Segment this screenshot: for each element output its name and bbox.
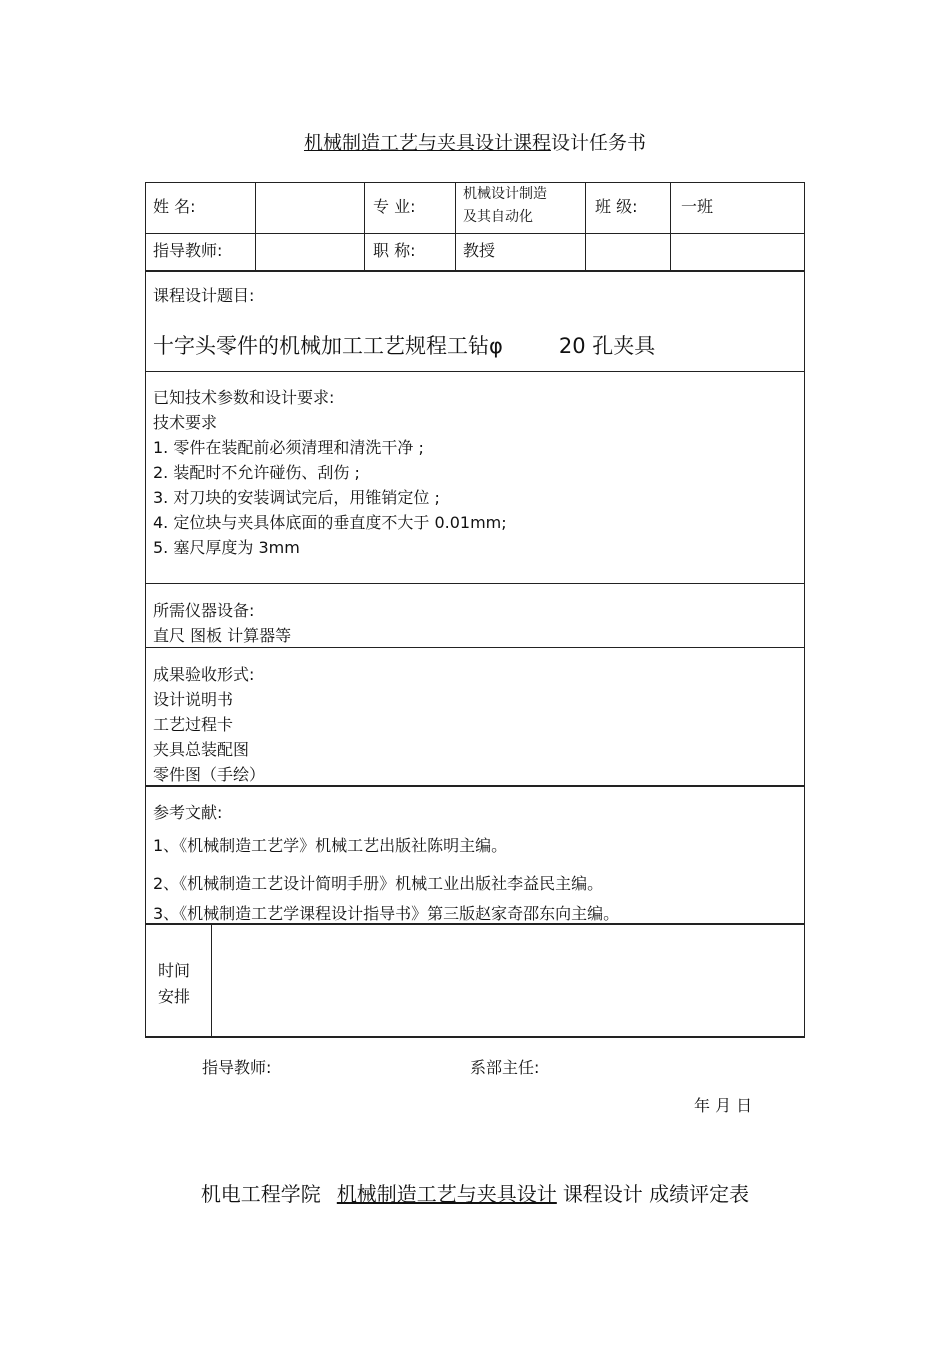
table-hline xyxy=(145,270,805,272)
table-hline xyxy=(145,371,805,372)
class-label: 班 级: xyxy=(595,197,638,216)
requirement-item: 2. 装配时不允许碰伤、刮伤 ; xyxy=(153,463,360,482)
table-vline xyxy=(585,182,586,271)
deliverables-section xyxy=(153,662,265,787)
table-border-right xyxy=(804,182,805,1038)
advisor-signature-label: 指导教师: xyxy=(202,1058,272,1077)
reference-item: 3、《机械制造工艺学课程设计指导书》第三版赵家奇邵东向主编。 xyxy=(153,904,620,923)
requirement-item: 4. 定位块与夹具体底面的垂直度不大于 0.01mm; xyxy=(153,513,507,532)
course-name: 机械制造工艺与夹具设计 xyxy=(336,1182,557,1206)
equipment-text: 直尺 图板 计算器等 xyxy=(153,626,292,645)
table-vline xyxy=(211,924,212,1037)
equipment-section xyxy=(153,598,291,648)
title-underlined: 机械制造工艺与夹具设计课程 xyxy=(303,132,551,154)
table-hline xyxy=(145,233,805,234)
rank-value: 教授 xyxy=(463,241,496,260)
major-label: 专 业: xyxy=(373,197,416,216)
topic-text xyxy=(153,334,655,358)
table-vline xyxy=(364,182,365,271)
deliverable-item: 设计说明书 xyxy=(153,690,234,709)
dept-head-signature-label: 系部主任: xyxy=(470,1058,540,1077)
deliverables-label: 成果验收形式: xyxy=(153,665,255,684)
deliverable-item: 夹具总装配图 xyxy=(153,740,250,759)
requirements-label: 已知技术参数和设计要求: xyxy=(153,388,335,407)
schedule-label-line2: 安排 xyxy=(158,987,191,1006)
class-value: 一班 xyxy=(681,197,714,216)
topic-text-main: 十字头零件的机械加工工艺规程工钻φ xyxy=(153,334,503,358)
major-value xyxy=(463,183,547,229)
table-border-bottom xyxy=(145,1036,805,1038)
table-hline xyxy=(145,583,805,584)
advisor-label: 指导教师: xyxy=(153,241,223,260)
requirement-item: 1. 零件在装配前必须清理和清洗干净 ; xyxy=(153,438,424,457)
topic-text-tail: 20 孔夹具 xyxy=(558,334,656,358)
requirement-item: 3. 对刀块的安装调试完后，用锥销定位 ; xyxy=(153,488,440,507)
reference-item: 1、《机械制造工艺学》机械工艺出版社陈明主编。 xyxy=(153,836,508,855)
table-vline xyxy=(455,182,456,271)
topic-label: 课程设计题目: xyxy=(153,286,255,305)
major-value-line1: 机械设计制造 xyxy=(463,186,547,202)
requirement-item: 5. 塞尺厚度为 3mm xyxy=(153,538,300,557)
schedule-label-line1: 时间 xyxy=(158,961,191,980)
major-value-line2: 及其自动化 xyxy=(463,209,533,225)
reference-item: 2、《机械制造工艺设计简明手册》机械工业出版社李益民主编。 xyxy=(153,874,604,893)
date-line: 年 月 日 xyxy=(694,1096,753,1115)
evaluation-title xyxy=(0,1178,950,1207)
title-rest: 设计任务书 xyxy=(551,132,647,154)
schedule-label xyxy=(158,958,190,1010)
page-title xyxy=(0,128,950,155)
deliverable-item: 零件图（手绘） xyxy=(153,765,266,784)
deliverable-item: 工艺过程卡 xyxy=(153,715,234,734)
rank-label: 职 称: xyxy=(373,241,416,260)
table-vline xyxy=(670,182,671,271)
table-border-left xyxy=(145,182,146,1038)
requirements-sub-label: 技术要求 xyxy=(153,413,218,432)
name-label: 姓 名: xyxy=(153,197,196,216)
requirements-section xyxy=(153,385,507,560)
evaluation-title-rest: 课程设计 成绩评定表 xyxy=(562,1182,750,1206)
references-label: 参考文献: xyxy=(153,803,223,822)
college-name: 机电工程学院 xyxy=(200,1182,321,1206)
equipment-label: 所需仪器设备: xyxy=(153,601,255,620)
table-vline xyxy=(255,182,256,271)
